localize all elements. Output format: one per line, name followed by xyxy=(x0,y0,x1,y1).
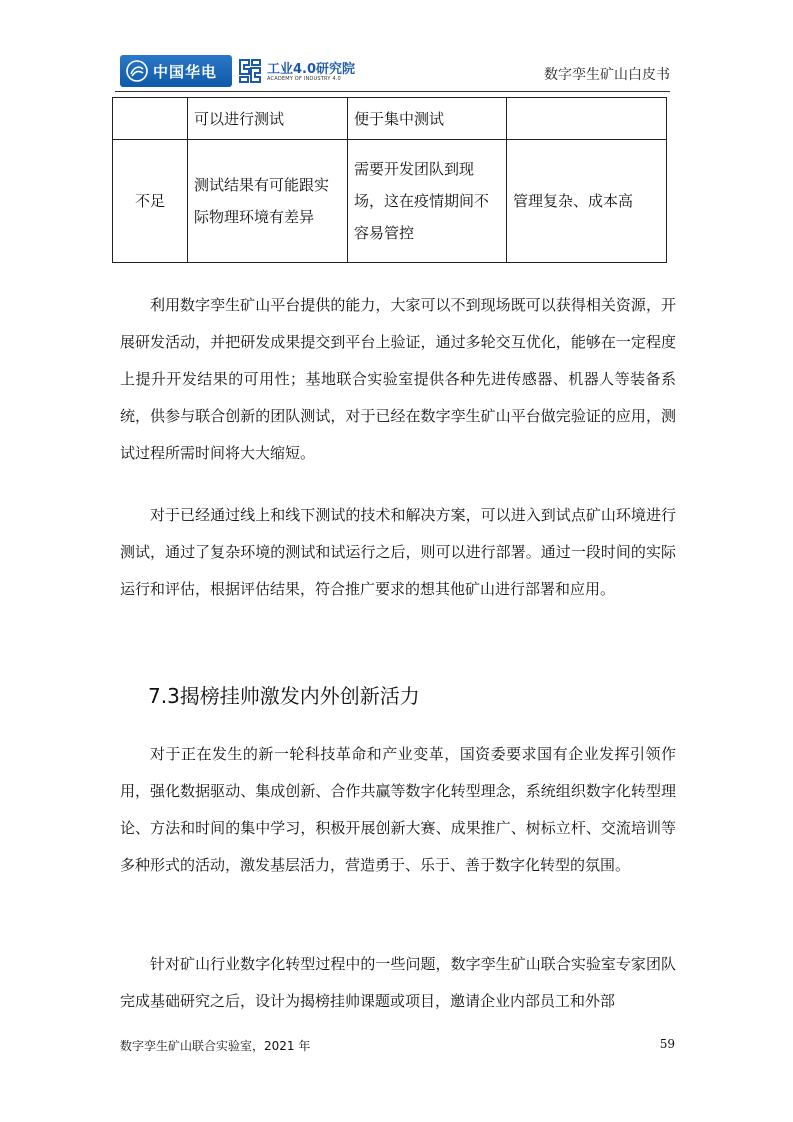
paragraph: 针对矿山行业数字化转型过程中的一些问题，数字孪生矿山联合实验室专家团队完成基础研究之后，设计为揭榜挂帅课题或项目，邀请企业内部员工和外部 xyxy=(120,955,676,1010)
header-divider xyxy=(115,91,670,92)
paragraph: 对于已经通过线上和线下测试的技术和解决方案，可以进入到试点矿山环境进行测试，通过了复杂环境的测试和试运行之后，则可以进行部署。通过一段时间的实际运行和评估，根据评估结果，符合推广要求的想其他矿山进行部署和应用。 xyxy=(120,506,676,598)
huadian-logo-mark-icon xyxy=(126,60,148,82)
document-title: 数字孪生矿山白皮书 xyxy=(544,67,670,83)
footer-credit: 数字孪生矿山联合实验室，2021 年 xyxy=(120,1039,311,1053)
huadian-logo-text: 中国华电 xyxy=(153,62,218,81)
table-cell xyxy=(507,98,667,140)
table-cell: 测试结果有可能跟实际物理环境有差异 xyxy=(188,140,348,263)
table-row-label: 不足 xyxy=(113,140,188,263)
table-cell: 便于集中测试 xyxy=(348,98,507,140)
industry40-logo-subtitle: ACADEMY OF INDUSTRY 4.0 xyxy=(267,76,341,82)
page-number: 59 xyxy=(659,1037,675,1051)
table-cell: 可以进行测试 xyxy=(188,98,348,140)
table-row xyxy=(113,98,667,140)
industry40-logo-mark-icon xyxy=(237,57,263,85)
industry40-logo xyxy=(237,54,356,88)
comparison-table xyxy=(112,97,667,263)
paragraph: 利用数字孪生矿山平台提供的能力，大家可以不到现场既可以获得相关资源，开展研发活动，并把研发成果提交到平台上验证，通过多轮交互优化，能够在一定程度上提升开发结果的可用性；基地联合实验室提供各种先进传感器、机器人等装备系统，供参与联合创新的团队测试，对于已经在数字孪生矿山平台做完验证的应用，测试过程所需时间将大大缩短。 xyxy=(120,296,676,462)
table-row xyxy=(113,140,667,263)
paragraph: 对于正在发生的新一轮科技革命和产业变革，国资委要求国有企业发挥引领作用，强化数据驱动、集成创新、合作共赢等数字化转型理念，系统组织数字化转型理论、方法和时间的集中学习，积极开展创新大赛、成果推广、树标立杆、交流培训等多种形式的活动，激发基层活力，营造勇于、乐于、善于数字化转型的氛围。 xyxy=(120,745,676,874)
table-cell: 需要开发团队到现场，这在疫情期间不容易管控 xyxy=(348,140,507,263)
industry40-logo-title: 工业4.0研究院 xyxy=(267,62,356,77)
page-header xyxy=(115,50,670,90)
section-heading: 7.3揭榜挂帅激发内外创新活力 xyxy=(148,684,420,708)
huadian-logo xyxy=(120,55,232,87)
table-cell xyxy=(113,98,188,140)
table-cell: 管理复杂、成本高 xyxy=(507,140,667,263)
